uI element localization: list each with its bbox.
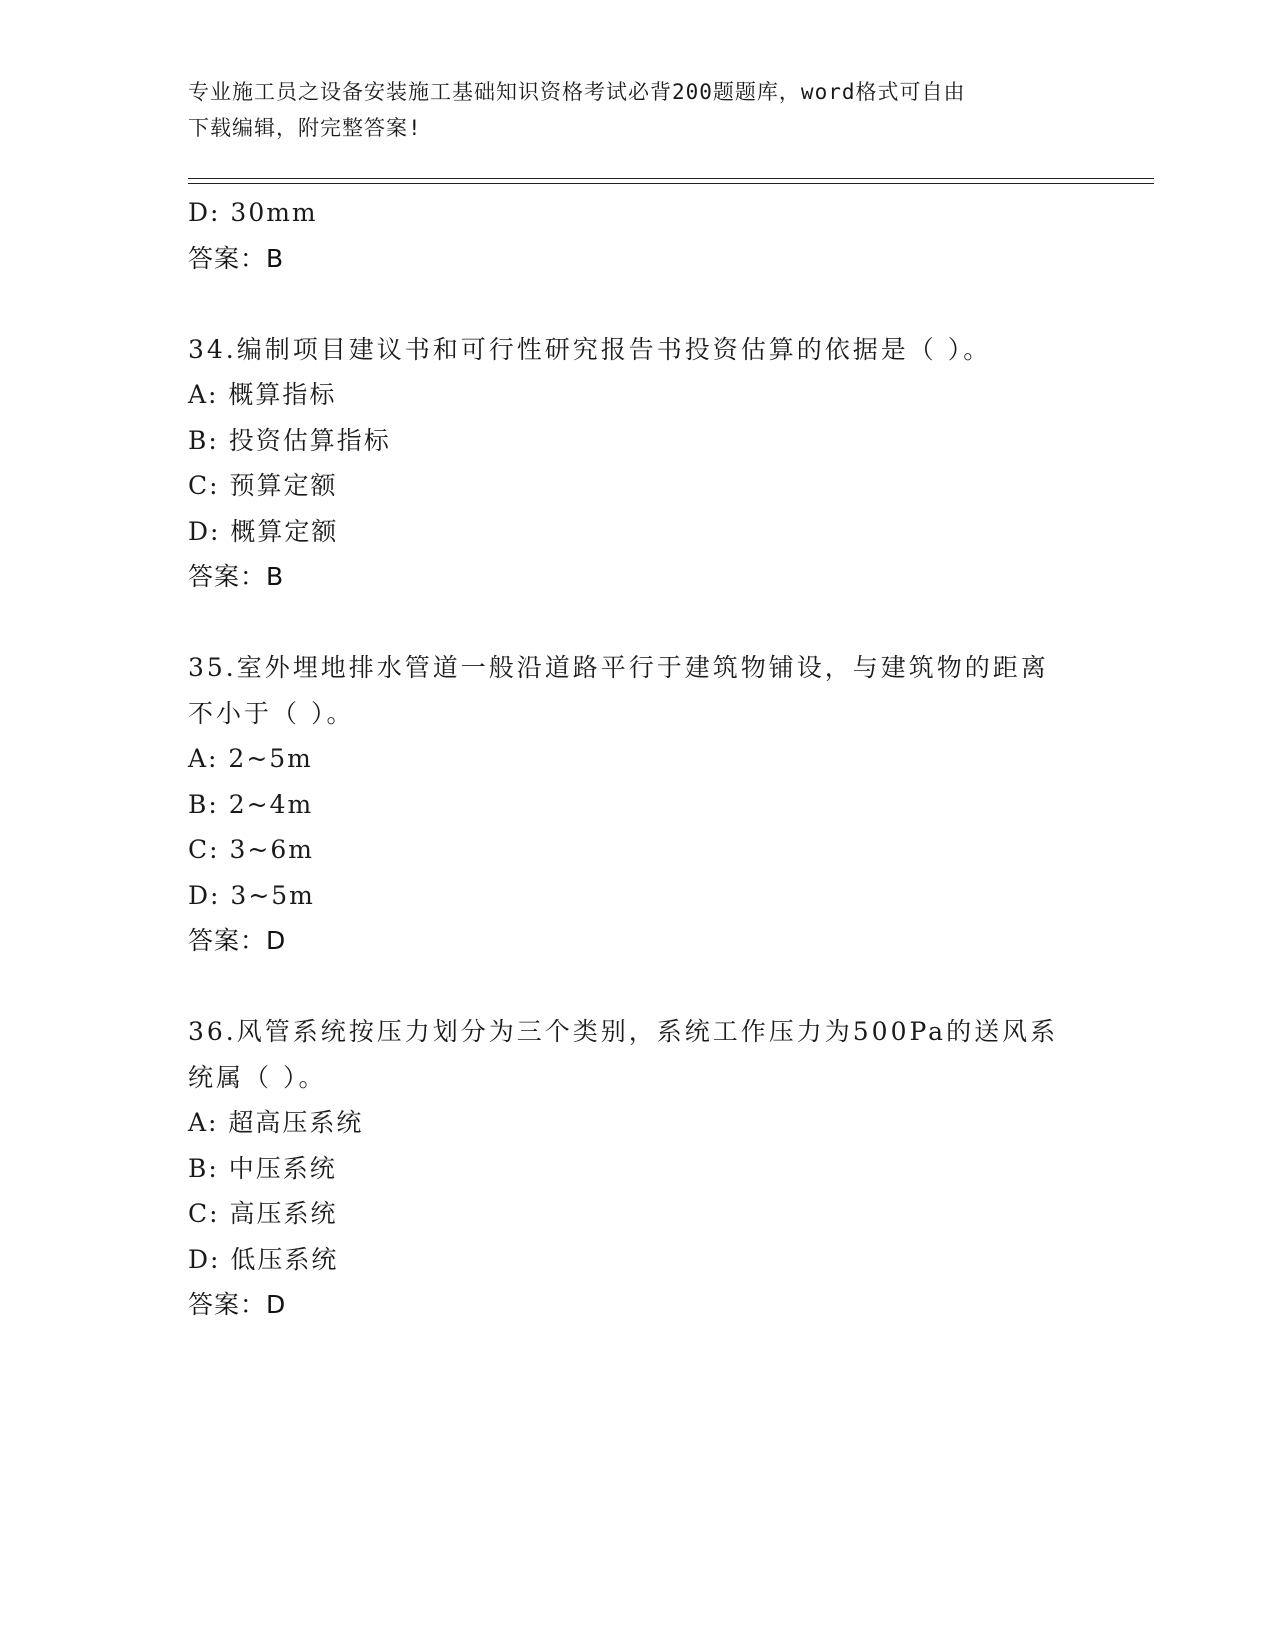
document-header	[188, 74, 1068, 146]
answer: 答案：B	[188, 562, 285, 591]
question-list	[188, 190, 1088, 1328]
header-line-1: 专业施工员之设备安装施工基础知识资格考试必背200题题库，word格式可自由	[188, 80, 966, 104]
option-d: D: 低压系统	[188, 1244, 339, 1274]
spacer	[188, 600, 1088, 646]
option-d: D: 3~5m	[188, 880, 315, 910]
question-text: 35.室外埋地排水管道一般沿道路平行于建筑物铺设，与建筑物的距离	[188, 653, 1049, 682]
option-b: B: 中压系统	[188, 1153, 337, 1183]
option-d: D: 概算定额	[188, 516, 339, 546]
option-a: A: 2~5m	[188, 744, 313, 773]
option-c: C: 预算定额	[188, 471, 338, 500]
question-block-35	[188, 645, 1088, 964]
question-text: 36.风管系统按压力划分为三个类别，系统工作压力为500Pa的送风系	[188, 1017, 1059, 1046]
prev-option-d: D: 30mm	[188, 198, 318, 227]
option-a: A: 超高压系统	[188, 1108, 364, 1137]
option-c: C: 高压系统	[188, 1199, 338, 1228]
option-a: A: 概算指标	[188, 380, 337, 409]
spacer	[188, 964, 1088, 1010]
answer: 答案：D	[188, 926, 287, 955]
question-text-cont: 统属（ ）。	[188, 1062, 327, 1092]
question-block-36	[188, 1009, 1088, 1328]
header-rule-top	[188, 178, 1154, 179]
question-block-34	[188, 327, 1088, 600]
option-b: B: 2~4m	[188, 789, 314, 819]
header-rule-bottom	[188, 183, 1154, 184]
spacer	[188, 281, 1088, 327]
prev-answer: 答案：B	[188, 243, 285, 273]
question-text: 34.编制项目建议书和可行性研究报告书投资估算的依据是（ ）。	[188, 334, 992, 364]
answer: 答案：D	[188, 1290, 287, 1319]
option-c: C: 3~6m	[188, 835, 314, 864]
question-text-cont: 不小于（ ）。	[188, 698, 355, 728]
header-line-2: 下载编辑，附完整答案!	[188, 116, 422, 140]
option-b: B: 投资估算指标	[188, 425, 391, 455]
